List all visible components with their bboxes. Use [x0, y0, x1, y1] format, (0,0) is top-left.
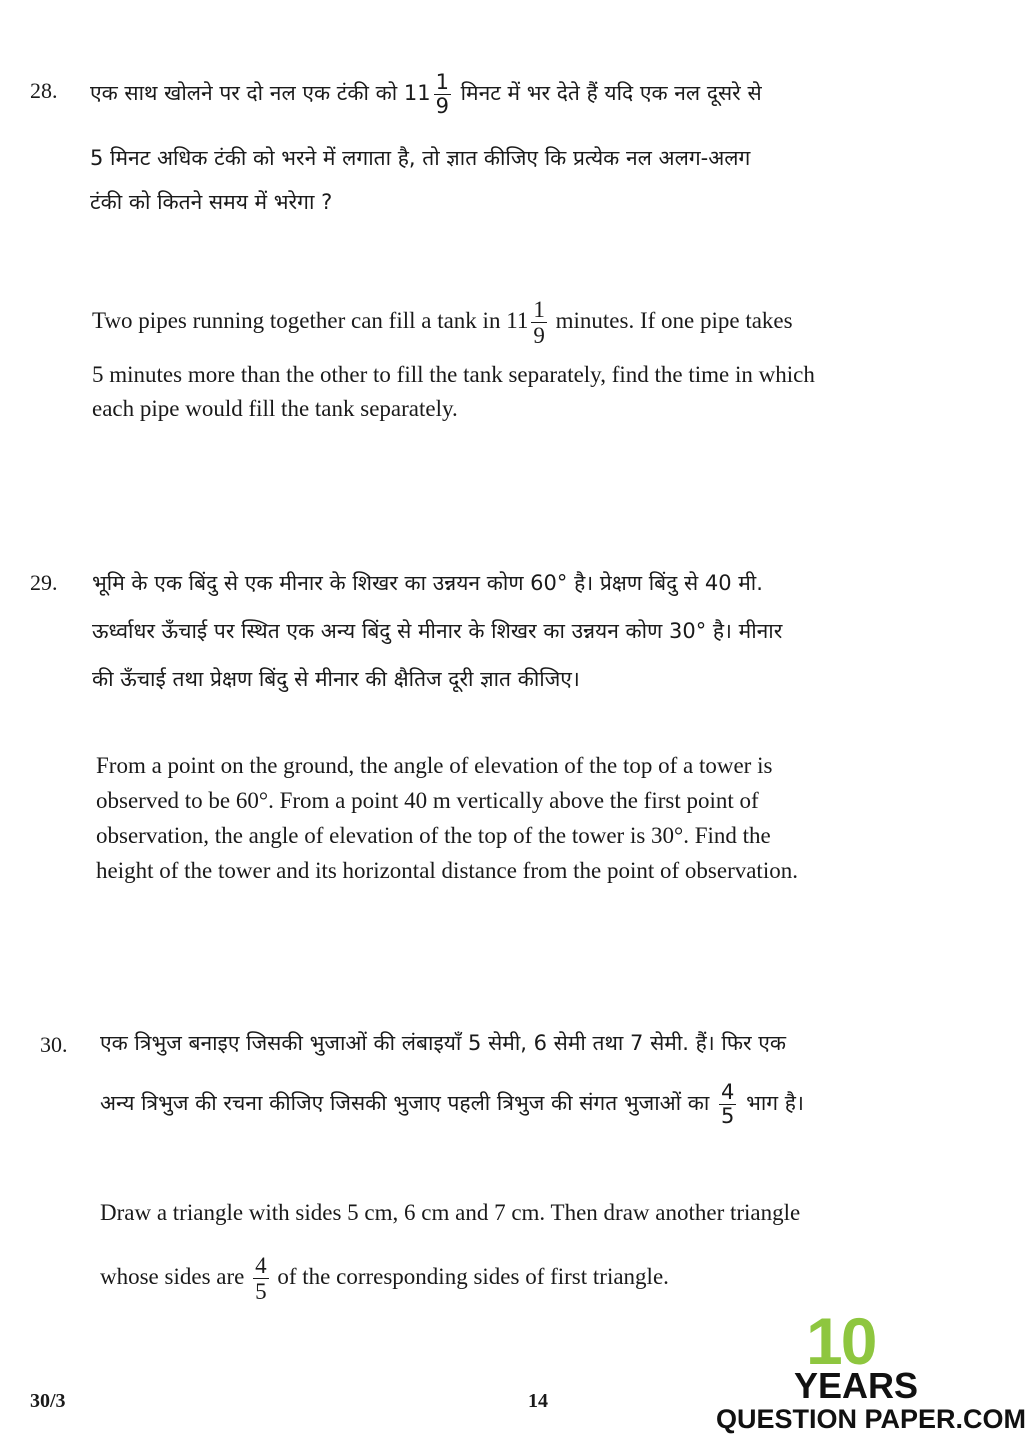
- q28-english-line-2: 5 minutes more than the other to fill the tank separately, find the time in which: [92, 362, 815, 387]
- q28-english-line-3: each pipe would fill the tank separately.: [92, 396, 458, 421]
- question-28-english: [92, 296, 982, 426]
- question-29-hindi: [92, 558, 982, 702]
- q28-english-line-1: Two pipes running together can fill a tank in 11 $\frac{1}{9}$ minutes. If one pipe takes: [92, 297, 793, 349]
- q29-english-line-3: observation, the angle of elevation of the top of the tower is 30°. Find the: [96, 823, 771, 848]
- question-number-28: 28.: [30, 78, 58, 103]
- question-number-29: 29.: [30, 570, 58, 595]
- logo-number: 10: [806, 1304, 876, 1378]
- question-30-english: [100, 1195, 990, 1309]
- logo-years: YEARS: [794, 1365, 919, 1406]
- q29-english-line-4: height of the tower and its horizontal distance from the point of observation.: [96, 858, 798, 883]
- q30-hindi-line-2: अन्य त्रिभुज की रचना कीजिए जिसकी भुजाए पहली त्रिभुज की संगत भुजाओं का $\frac{4}{5}$ भाग है।: [100, 1079, 804, 1128]
- fraction: $\frac{4}{5}$: [255, 1253, 267, 1305]
- q28-hindi-line-2: 5 मिनट अधिक टंकी को भरने में लगाता है, तो ज्ञात कीजिए कि प्रत्येक नल अलग-अलग: [90, 146, 751, 170]
- q30-english-line-2: whose sides are $\frac{4}{5}$ of the corresponding sides of first triangle.: [100, 1253, 669, 1305]
- fraction: $\frac{4}{5}$: [721, 1079, 735, 1128]
- q30-english-line-1: Draw a triangle with sides 5 cm, 6 cm and 7 cm. Then draw another triangle: [100, 1200, 801, 1225]
- q29-hindi-line-1: भूमि के एक बिंदु से एक मीनार के शिखर का उन्नयन कोण 60° है। प्रेक्षण बिंदु से 40 मी.: [92, 571, 763, 595]
- q29-english-line-2: observed to be 60°. From a point 40 m vertically above the first point of: [96, 788, 759, 813]
- q29-english-line-1: From a point on the ground, the angle of elevation of the top of a tower is: [96, 753, 773, 778]
- q29-hindi-line-2: ऊर्ध्वाधर ऊँचाई पर स्थित एक अन्य बिंदु से मीनार के शिखर का उन्नयन कोण 30° है। मीनार: [92, 619, 783, 643]
- fraction: $\frac{1}{9}$: [435, 69, 449, 118]
- question-number-30: 30.: [40, 1032, 68, 1057]
- question-30-hindi: [100, 1018, 990, 1138]
- question-28-hindi: [90, 66, 980, 230]
- q30-hindi-line-1: एक त्रिभुज बनाइए जिसकी भुजाओं की लंबाइयाँ 5 सेमी, 6 सेमी तथा 7 सेमी. हैं। फिर एक: [100, 1031, 787, 1055]
- question-29-english: [96, 748, 986, 888]
- q29-hindi-line-3: की ऊँचाई तथा प्रेक्षण बिंदु से मीनार की क्षैतिज दूरी ज्ञात कीजिए।: [92, 667, 580, 691]
- q28-hindi-line-3: टंकी को कितने समय में भरेगा ?: [90, 190, 333, 214]
- q28-hindi-line-1: एक साथ खोलने पर दो नल एक टंकी को 11 $\frac{1}{9}$ मिनट में भर देते हैं यदि एक नल दूसरे से: [90, 69, 762, 118]
- logo-site: QUESTION PAPER.COM: [716, 1404, 1027, 1434]
- fraction: $\frac{1}{9}$: [533, 297, 545, 349]
- paper-code: 30/3: [30, 1390, 66, 1412]
- page-number: 14: [528, 1390, 548, 1412]
- watermark-logo: [706, 1304, 1027, 1440]
